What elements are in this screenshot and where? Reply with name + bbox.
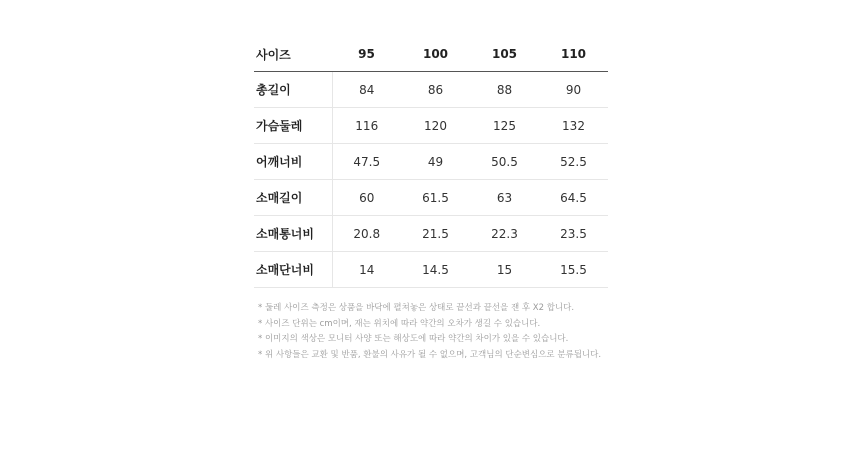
table-cell: 52.5 bbox=[539, 144, 608, 180]
note-item: * 사이즈 단위는 cm이며, 재는 위치에 따라 약간의 오차가 생길 수 있습니다. bbox=[258, 318, 541, 329]
table-cell: 116 bbox=[332, 108, 401, 144]
table-row bbox=[254, 180, 608, 216]
note-item: * 위 사항들은 교환 및 반품, 환불의 사유가 될 수 없으며, 고객님의 단순변심으로 분류됩니다. bbox=[258, 349, 602, 360]
table-cell: 14 bbox=[332, 252, 401, 288]
row-label: 어깨너비 bbox=[254, 144, 332, 180]
table-cell: 21.5 bbox=[401, 216, 470, 252]
table-cell: 88 bbox=[470, 72, 539, 108]
size-header-cell: 105 bbox=[470, 37, 539, 72]
table-row bbox=[254, 72, 608, 108]
table-cell: 132 bbox=[539, 108, 608, 144]
table-cell: 64.5 bbox=[539, 180, 608, 216]
note-item: * 이미지의 색상은 모니터 사양 또는 해상도에 따라 약간의 차이가 있을 수 있습니다. bbox=[258, 334, 569, 344]
table-cell: 14.5 bbox=[401, 252, 470, 288]
size-table bbox=[254, 37, 608, 288]
table-cell: 86 bbox=[401, 72, 470, 108]
row-label: 가슴둘레 bbox=[254, 108, 332, 144]
size-header-row bbox=[254, 37, 608, 72]
size-header-cell: 95 bbox=[332, 37, 401, 72]
row-label: 소매길이 bbox=[254, 180, 332, 216]
size-header-label: 사이즈 bbox=[254, 37, 332, 72]
table-cell: 20.8 bbox=[332, 216, 401, 252]
table-cell: 61.5 bbox=[401, 180, 470, 216]
table-cell: 120 bbox=[401, 108, 470, 144]
table-row bbox=[254, 252, 608, 288]
size-header-cell: 100 bbox=[401, 37, 470, 72]
table-cell: 47.5 bbox=[332, 144, 401, 180]
table-cell: 49 bbox=[401, 144, 470, 180]
table-cell: 84 bbox=[332, 72, 401, 108]
table-row bbox=[254, 108, 608, 144]
note-item: * 둘레 사이즈 측정은 상품을 바닥에 펼쳐놓은 상태로 끝선과 끝선을 잰 후 X2 합니다. bbox=[258, 303, 575, 313]
table-cell: 90 bbox=[539, 72, 608, 108]
size-notes bbox=[258, 301, 601, 363]
table-cell: 15 bbox=[470, 252, 539, 288]
table-cell: 22.3 bbox=[470, 216, 539, 252]
table-cell: 50.5 bbox=[470, 144, 539, 180]
size-header-cell: 110 bbox=[539, 37, 608, 72]
table-cell: 23.5 bbox=[539, 216, 608, 252]
row-label: 소매단너비 bbox=[254, 252, 332, 288]
row-label: 총길이 bbox=[254, 72, 332, 108]
table-row bbox=[254, 216, 608, 252]
row-label: 소매통너비 bbox=[254, 216, 332, 252]
table-cell: 60 bbox=[332, 180, 401, 216]
table-cell: 63 bbox=[470, 180, 539, 216]
table-cell: 15.5 bbox=[539, 252, 608, 288]
table-row bbox=[254, 144, 608, 180]
table-cell: 125 bbox=[470, 108, 539, 144]
